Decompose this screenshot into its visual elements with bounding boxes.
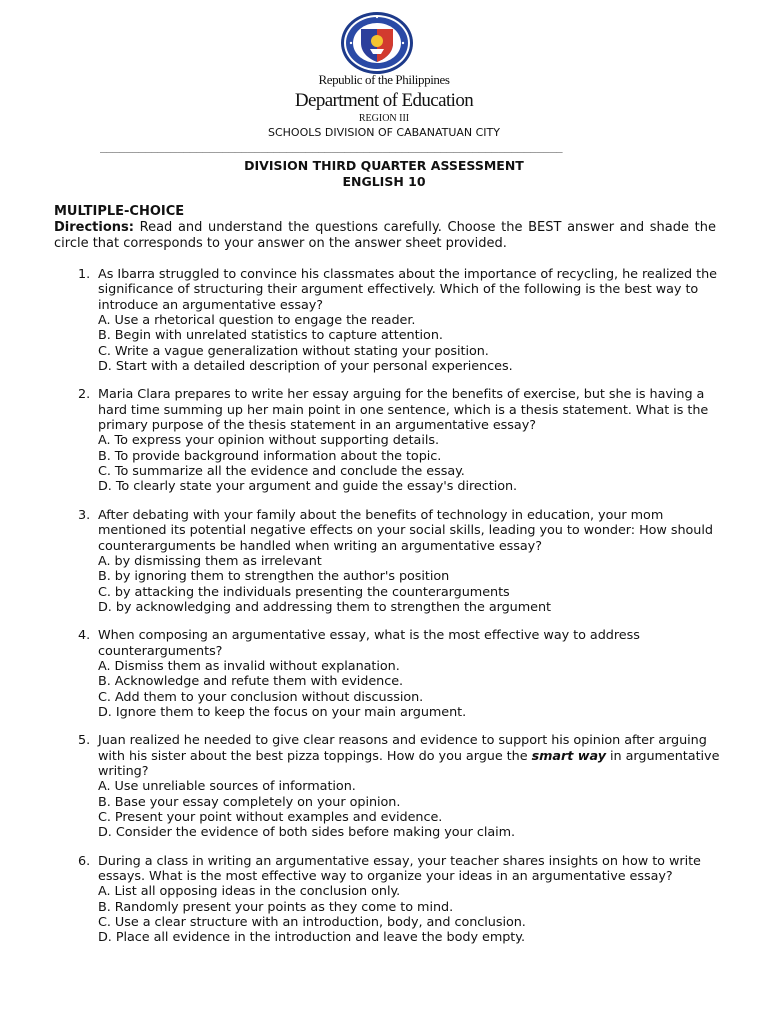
- question-stem: During a class in writing an argumentative essay, your teacher shares insights on how to write essays. What is the most effective way to organize your ideas in an argumentative essay?: [98, 853, 701, 885]
- option-a: A. Dismiss them as invalid without explanation.: [98, 658, 400, 674]
- question-number: 5.: [78, 733, 91, 749]
- option-a: A. To express your opinion without supporting details.: [98, 433, 439, 449]
- option-d: D. Start with a detailed description of your personal experiences.: [98, 359, 513, 375]
- option-c: C. Write a vague generalization without stating your position.: [98, 343, 489, 359]
- region-line: REGION III: [358, 113, 410, 124]
- option-b: B. by ignoring them to strengthen the author's position: [98, 569, 450, 585]
- option-a: A. Use a rhetorical question to engage the reader.: [98, 313, 416, 329]
- option-d: D. Ignore them to keep the focus on your main argument.: [98, 704, 467, 720]
- subject-title: ENGLISH 10: [342, 174, 426, 189]
- option-d: D. Place all evidence in the introduction and leave the body empty.: [98, 930, 525, 946]
- question-number: 2.: [78, 387, 91, 403]
- question-list: [78, 267, 728, 959]
- question-2: [78, 387, 728, 494]
- question-stem: When composing an argumentative essay, what is the most effective way to address counterarguments?: [98, 628, 640, 659]
- assessment-title: DIVISION THIRD QUARTER ASSESSMENT: [244, 158, 524, 173]
- question-4: [78, 628, 728, 720]
- question-number: 6.: [78, 853, 91, 869]
- section-title: MULTIPLE-CHOICE: [54, 204, 185, 219]
- directions-text: Read and understand the questions carefully. Choose the BEST answer and shade the circle that corresponds to your answer on the answer sheet provided.: [54, 220, 716, 251]
- option-c: C. Use a clear structure with an introduction, body, and conclusion.: [98, 915, 526, 931]
- country-line: Republic of the Philippines: [318, 72, 450, 87]
- option-c: C. Add them to your conclusion without discussion.: [98, 689, 424, 705]
- question-5: [78, 733, 728, 840]
- question-stem: As Ibarra struggled to convince his classmates about the importance of recycling, he realized the significance of structuring their argument effectively. Which of the following is the best way to introduce an argumentative essay?: [98, 267, 717, 313]
- question-number: 1.: [78, 267, 91, 282]
- question-stem-emphasis: smart way: [531, 748, 606, 764]
- header-divider: ________________________________________________________________________: [100, 140, 563, 153]
- question-stem: Maria Clara prepares to write her essay arguing for the benefits of exercise, but she is having a hard time summing up her main point in one sentence, which is a thesis statement. What is the primary purpose of the thesis statement in an argumentative essay?: [98, 387, 709, 434]
- question-6: [78, 854, 728, 946]
- option-c: C. by attacking the individuals presenting the counterarguments: [98, 584, 510, 600]
- option-b: B. Base your essay completely on your opinion.: [98, 794, 401, 810]
- option-d: D. by acknowledging and addressing them to strengthen the argument: [98, 599, 552, 615]
- department-name: Department of Education: [294, 90, 474, 111]
- option-b: B. To provide background information about the topic.: [98, 448, 442, 464]
- option-d: D. To clearly state your argument and guide the essay's direction.: [98, 479, 518, 495]
- option-a: A. List all opposing ideas in the conclusion only.: [98, 884, 401, 900]
- directions-label: Directions:: [54, 220, 134, 235]
- question-stem-start: Juan realized he needed to give clear reasons and evidence to support his opinion after arguing with his sister about the best pizza toppings. How do you argue the: [98, 733, 707, 764]
- option-d: D. Consider the evidence of both sides before making your claim.: [98, 825, 516, 841]
- directions-paragraph: [54, 220, 716, 251]
- question-1: [78, 267, 728, 374]
- question-stem-end: in argumentative writing?: [98, 748, 720, 779]
- option-b: B. Randomly present your points as they come to mind.: [98, 899, 454, 915]
- question-number: 4.: [78, 628, 91, 644]
- question-number: 3.: [78, 507, 91, 523]
- question-3: [78, 508, 728, 615]
- question-stem: After debating with your family about the benefits of technology in education, your mom mentioned its potential negative effects on your social skills, leading you to wonder: How should counterarguments be handled when writing an argumentative essay?: [98, 507, 713, 554]
- deped-seal-logo: [339, 11, 415, 75]
- option-c: C. Present your point without examples and evidence.: [98, 810, 443, 825]
- division-line: SCHOOLS DIVISION OF CABANATUAN CITY: [268, 126, 500, 139]
- option-a: A. Use unreliable sources of information.: [98, 779, 356, 795]
- option-c: C. To summarize all the evidence and conclude the essay.: [98, 464, 465, 480]
- question-stem: [98, 733, 728, 779]
- option-b: B. Acknowledge and refute them with evidence.: [98, 674, 404, 690]
- option-a: A. by dismissing them as irrelevant: [98, 553, 322, 569]
- option-b: B. Begin with unrelated statistics to capture attention.: [98, 328, 443, 344]
